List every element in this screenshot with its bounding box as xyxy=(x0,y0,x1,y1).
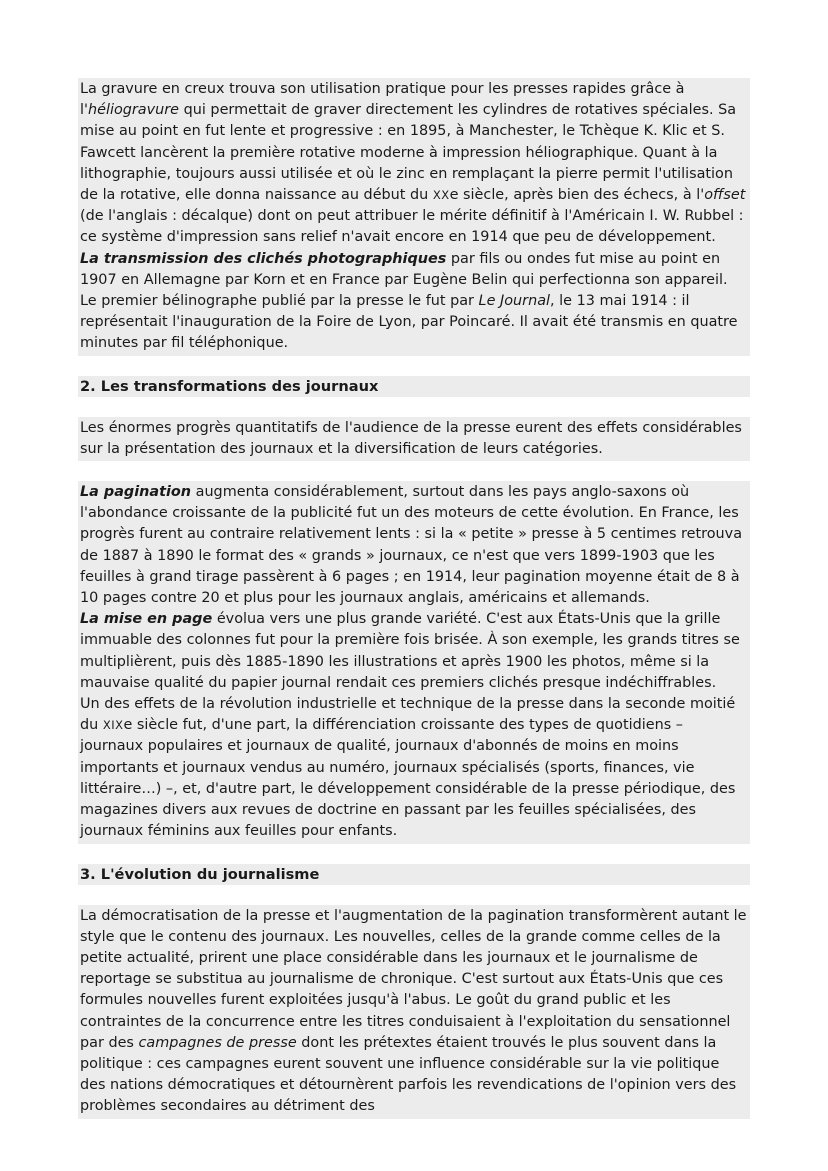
section-2-body xyxy=(78,481,750,843)
term-offset: offset xyxy=(704,187,746,204)
paragraph-progres: Les énormes progrès quantitatifs de l'audience de la presse eurent des effets considérables sur la présentation des journaux et la diversification de leurs catégories. xyxy=(80,419,742,457)
section-2-intro xyxy=(78,417,750,461)
text-run: , le 13 mai 1914 : il représentait l'inauguration de la Foire de Lyon, par Poincaré. Il avait été transmis en quatre minutes par fil téléphonique. xyxy=(80,293,738,352)
section-2-heading: 2. Les transformations des journaux xyxy=(78,376,750,397)
title-le-journal: Le Journal xyxy=(478,293,551,310)
text-run: (de l'anglais : décalque) dont on peut attribuer le mérite définitif à l'Américain I. W. Rubbel : ce système d'impression sans relief n'avait encore en 1914 que peu de développement. xyxy=(80,208,744,246)
text-run: par fils ou ondes fut mise au point en 1907 en Allemagne par Korn et en France par Eugène Belin qui perfectionna son appareil. Le premier bélinographe publié par la presse le fut par xyxy=(80,250,728,310)
section-3-heading: 3. L'évolution du journalisme xyxy=(78,864,750,885)
paragraph-mise-en-page xyxy=(80,609,748,694)
term-campagnes-de-presse: campagnes de presse xyxy=(138,1034,297,1051)
text-run: Un des effets de la révolution industrielle et technique de la presse dans la seconde moitié du xyxy=(80,696,736,734)
text-run: e siècle fut, d'une part, la différenciation croissante des types de quotidiens – journaux populaires et journaux de qualité, journaux d'abonnés de moins en moins importants et journaux vendus au numéro, journaux spécialisés (sports, finances, vie littéraire…) –, et, d'autre part, le développement considérable de la presse périodique, des magazines divers aux revues de doctrine en passant par les feuilles spécialisées, des journaux féminins aux feuilles pour enfants. xyxy=(80,717,736,840)
text-run: e siècle, après bien des échecs, à l' xyxy=(449,187,705,204)
paragraph-pagination xyxy=(80,482,748,609)
century-numeral: XIX xyxy=(102,718,124,733)
term-pagination: La pagination xyxy=(80,484,192,501)
text-run: La gravure en creux trouva son utilisation pratique pour les presses rapides grâce à l' xyxy=(80,81,685,119)
intro-block xyxy=(78,78,750,356)
paragraph-transmission xyxy=(80,249,748,355)
section-3-body xyxy=(78,905,750,1119)
text-column xyxy=(78,78,750,1119)
text-run: augmenta considérablement, surtout dans les pays anglo-saxons où l'abondance croissante de la publicité fut un des moteurs de cette évolution. En France, les progrès furent au contraire relativement lents : si la « petite » presse à 5 centimes retrouva de 1887 à 1890 le format des « grands » journaux, ce n'est que vers 1899-1903 que les feuilles à grand tirage passèrent à 6 pages ; en 1914, leur pagination moyenne était de 8 à 10 pages contre 20 et plus pour les journaux anglais, américains et allemands. xyxy=(80,484,743,607)
paragraph-heliogravure xyxy=(80,79,748,249)
term-mise-en-page: La mise en page xyxy=(80,611,213,628)
text-run: La démocratisation de la presse et l'augmentation de la pagination transformèrent autant le style que le contenu des journaux. Les nouvelles, celles de la grande comme celles de la petite actualité, prirent une place considérable dans les journaux et le journalisme de reportage se substitua au journalisme de chronique. C'est surtout aux États-Unis que ces formules nouvelles furent exploitées jusqu'à l'abus. Le goût du grand public et les contraintes de la concurrence entre les titres conduisaient à l'exploitation du sensationnel par des xyxy=(80,907,747,1051)
century-numeral: XX xyxy=(432,188,450,203)
text-run: évolua vers une plus grande variété. C'est aux États-Unis que la grille immuable des colonnes fut pour la première fois brisée. À son exemple, les grands titres se multiplièrent, puis dès 1885-1890 les illustrations et après 1900 les photos, même si la mauvaise qualité du papier journal rendait ces premiers clichés presque indéchiffrables. xyxy=(80,611,740,691)
text-run: dont les prétextes étaient trouvés le plus souvent dans la politique : ces campagnes eurent souvent une influence considérable sur la vie politique des nations démocratiques et détournèrent parfois les revendications de l'opinion vers des problèmes secondaires au détriment des xyxy=(80,1034,737,1115)
paragraph-effets xyxy=(80,694,748,842)
text-run: qui permettait de graver directement les cylindres de rotatives spéciales. Sa mise au point en fut lente et progressive : en 1895, à Manchester, le Tchèque K. Klic et S. Fawcett lancèrent la première rotative moderne à impression héliographique. Quant à la lithographie, toujours aussi utilisée et où le zinc en remplaçant la pierre permit l'utilisation de la rotative, elle donna naissance au début du xyxy=(80,102,737,204)
term-transmission: La transmission des clichés photographiques xyxy=(80,250,447,267)
paragraph-democratisation xyxy=(80,906,748,1118)
term-heliogravure: héliogravure xyxy=(87,102,180,119)
